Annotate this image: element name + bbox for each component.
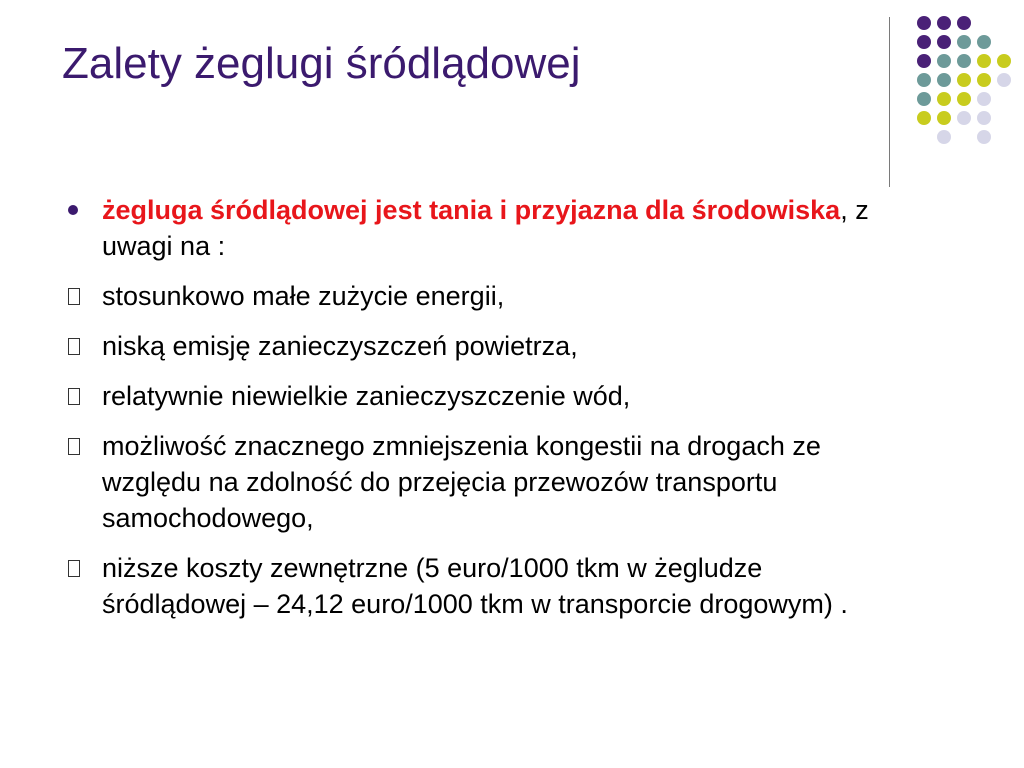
list-item-text: niską emisję zanieczyszczeń powietrza, [102,331,578,361]
lead-rest-text: , z uwagi na : [102,195,869,261]
list-item [62,328,912,364]
dot [917,35,931,49]
dot [977,35,991,49]
dot [917,92,931,106]
dot [977,111,991,125]
dot [957,54,971,68]
dot [957,111,971,125]
dot [937,73,951,87]
dot [957,73,971,87]
dot [917,111,931,125]
dot [977,54,991,68]
slide-body [62,192,912,636]
dot [937,92,951,106]
dot [997,54,1011,68]
box-bullet-icon [68,560,80,577]
list-item-text: stosunkowo małe zużycie energii, [102,281,505,311]
dot [937,111,951,125]
dot [917,73,931,87]
dot [937,16,951,30]
slide-title: Zalety żeglugi śródlądowej [62,39,581,88]
dot [957,92,971,106]
dot [937,35,951,49]
list-item [62,278,912,314]
dot [937,54,951,68]
title-divider [889,17,890,187]
box-bullet-icon [68,438,80,455]
list-item-text: niższe koszty zewnętrzne (5 euro/1000 tkm w żegludze śródlądowej – 24,12 euro/1000 tkm w transporcie drogowym) . [102,553,848,619]
dot [977,130,991,144]
decorative-dot-grid [905,16,1015,166]
list-item-text: relatywnie niewielkie zanieczyszczenie wód, [102,381,631,411]
dot [997,73,1011,87]
dot [937,130,951,144]
lead-highlight-text: żegluga śródlądowej jest tania i przyjazna dla środowiska [102,195,841,225]
list-item [62,378,912,414]
list-item-text: możliwość znacznego zmniejszenia kongestii na drogach ze względu na zdolność do przejęcia przewozów transportu samochodowego, [102,431,821,533]
dot [977,73,991,87]
dot [977,92,991,106]
list-item [62,550,912,622]
dot [957,16,971,30]
dot [917,54,931,68]
list-item [62,428,912,536]
box-bullet-icon [68,338,80,355]
bullet-dot-icon [68,205,78,215]
lead-bullet-item [62,192,912,264]
box-bullet-icon [68,388,80,405]
box-bullet-icon [68,288,80,305]
dot [957,35,971,49]
dot [917,16,931,30]
